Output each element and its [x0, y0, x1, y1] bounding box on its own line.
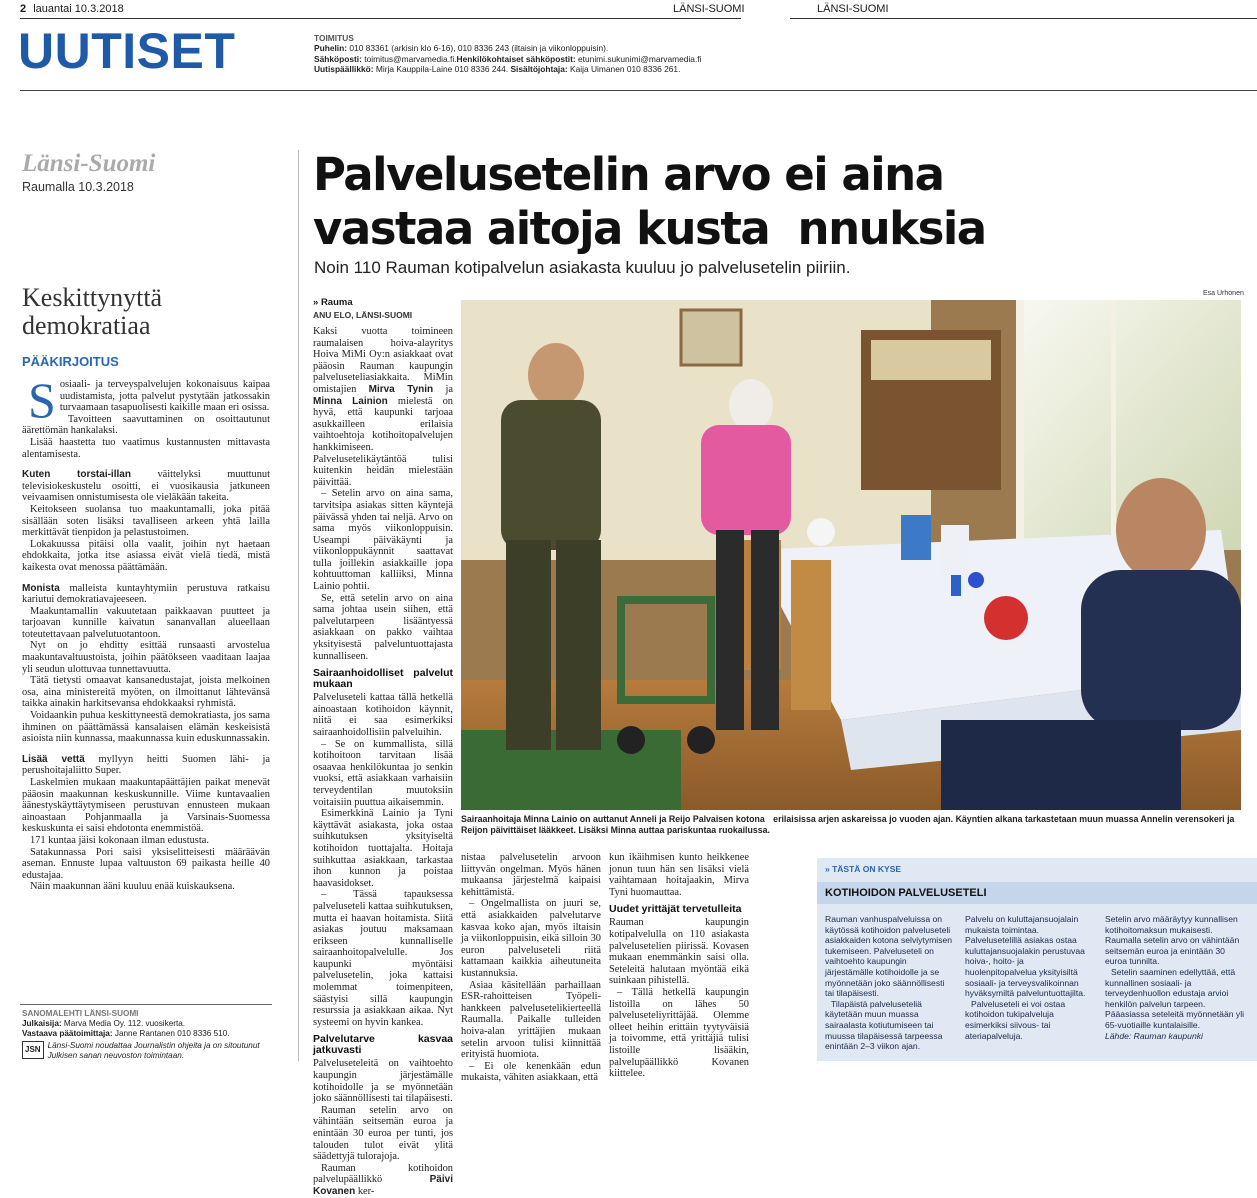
- editorial-footer-rule: [20, 1004, 272, 1005]
- folio-rule-left: [20, 18, 741, 19]
- article-column-1: [313, 326, 453, 1197]
- editorial-body: [22, 372, 270, 893]
- editorial-p4: väittelyksi muuttunut televisiokeskustelu osoitti, ei vuosikausia jatkuneen veivaamisen onnistumisesta ole vieläkään takeita.: [22, 469, 270, 504]
- c1-p4: Palveluseteli kattaa tällä hetkellä ainoastaan kotihoidon käynnit, niitä ei saa esimerkiksi sairaanhoidollisiin palveluihin.: [313, 692, 453, 738]
- infobox-kicker-text: TÄSTÄ ON KYSE: [832, 864, 902, 874]
- editorial-p5: Keitokseen suolansa tuo maakuntamalli, joka pitää sisällään soten lisäksi tavalliseen arkeen yhtä lailla merkittävät tienpidon ja pelastustoimen.: [22, 503, 270, 539]
- article-headline: [313, 148, 1243, 256]
- c2-p2: – Ongelmallista on juuri se, että asiakkaiden palvelutarve kasvaa koko ajan, myös iltaisin ja viikonloppuisin, eikä silloin 30 euron palveluseteli riitä kattamaan kaikkia aiheutuneita kustannuksia.: [461, 898, 601, 979]
- editorial-p13: Laskelmien mukaan maakuntapäättäjien paikat menevät pääosin maakunnan keskuskunnille. Viime kuntavaalien äänestyskäyttäytymiseen perustuvan ennusteen mukaan ainoastaan Pohjanmaalla ja Varsinais-Suomessa keskuskunta ei saisi ehdotonta enemmistöä.: [22, 777, 270, 835]
- c1-p10: Rauman kotihoidon palvelupäällikkö: [313, 1162, 453, 1186]
- infobox-col-2: [965, 914, 1095, 1041]
- email-label: Sähköposti:: [314, 53, 362, 64]
- folio-rule-right: [790, 18, 1257, 19]
- caption-line1b: erilaisissa arjen askareissa jo vuoden ajan. Käyntien alkana tarkastetaan muun muassa Annelin verensokeri ja: [773, 814, 1235, 824]
- c1-p1b: mielestä on hyvä, että kaupunki tarjoaa asukkailleen erilaisia vaihtoehtoja kotihoitopalvelujen hankkimiseen. Palvelusetelikäytäntöä tulisi kuitenkin heidän mielestään päivittää.: [313, 395, 453, 488]
- footer-pub: Marva Media Oy. 112. vuosikerta.: [63, 1019, 186, 1028]
- folio-date: lauantai 10.3.2018: [33, 3, 124, 15]
- c1-subheading-2: Palvelutarve kasvaa jatkuvasti: [313, 1033, 453, 1057]
- c1-p10b: ker-: [357, 1185, 375, 1197]
- editorial-p3: Lisää haastetta tuo vaatimus kustannusten mittavasta alentamisesta.: [22, 436, 270, 460]
- footer-chief-label: Vastaava päätoimittaja:: [22, 1029, 113, 1038]
- c1-p6: Esimerkkinä Lainio ja Tyni käyttävät asiakasta, joka ostaa suihkutuksen yksityiseltä kotihoidon tuottajalta. Hoitaja suihkuttaa asiakkaan, tarkastaa ihon kunnon ja poistaa haavasidokset.: [313, 808, 453, 889]
- email2: etunimi.sukunimi@marvamedia.fi: [578, 53, 702, 64]
- caption-line2: Reijon päivittäiset lääkkeet. Lisäksi Minna auttaa pariskuntaa ruokailussa.: [461, 825, 770, 835]
- masthead-label: TOIMITUS: [314, 33, 354, 43]
- headline-line1: Palvelusetelin arvo ei aina: [313, 148, 944, 201]
- footer-chief: Janne Rantanen 010 8336 510.: [114, 1029, 230, 1038]
- c1-p8: Palveluseteleitä on vaihtoehto kaupungin järjestämälle kotihoidolle ja se myönnetään joko säännöllisesti tai tilapäisesti.: [313, 1058, 453, 1105]
- c2-p4: – Ei ole kenenkään edun mukaista, vähiten asiakkaan, että: [461, 1060, 601, 1084]
- editorial-p1: osiaali- ja terveyspalvelujen kokonaisuus kaipaa uudistamista, jotta palvelut pystytään jatkossakin turvaamaan tasapuolisesti kaikille maan eri osissa.: [59, 379, 270, 414]
- infobox-col3-p1: Setelin arvo määräytyy kunnallisen kotihoitomaksun mukaisesti. Raumalla setelin arvo on vähintään seitsemän euroa ja enintään 30 euroa tunnilta.: [1105, 914, 1240, 967]
- article-column-2: [461, 852, 601, 1084]
- infobox-col1-p1: Rauman vanhuspalveluissa on käytössä kotihoidon palveluseteli asiakkaiden kotona selviytymisen tukemiseen. Palveluseteli on vaihtoehto kaupungin järjestämälle kotihoidolle ja se myönnetään joko säännöllisesti tai tilapäisesti.: [825, 914, 953, 999]
- article-byline: ANU ELO, LÄNSI-SUOMI: [313, 310, 413, 320]
- infobox-col2-p2: Palveluseteli ei voi ostaa kotihoidon tukipalveluja esimerkiksi siivous- tai ateriapalveluja.: [965, 998, 1066, 1041]
- article-lead: Noin 110 Rauman kotipalvelun asiakasta kuuluu jo palvelusetelin piiriin.: [314, 258, 851, 277]
- c1-and: ja: [445, 383, 453, 395]
- chief-label: Uutispäällikkö:: [314, 64, 374, 75]
- c2-p3: Asiaa käsitellään parhaillaan ESR-rahoitteisen Työpeli-hankkeen palvelusetelikierteellä Raumalla. Paikalle tulleiden hoiva-alan yrittäjien mukaan setelin arvoon tulisi kiinnittää erityistä huomiota.: [461, 979, 601, 1061]
- infobox-title-bar: [817, 882, 1257, 904]
- headline-line2: vastaa aitoja kusta nnuksia: [313, 202, 986, 255]
- infobox-col3-p2: Setelin saaminen edellyttää, että kunnallinen sosiaali- ja terveydenhuollon edustaja arvioi henkilön palvelun tarpeen. Pääasiassa seteleitä myönnetään yli 65-vuotiaille kuntalaisille.: [1105, 966, 1245, 1030]
- infobox: [817, 858, 1257, 1061]
- infobox-col-1: [825, 914, 955, 1052]
- editorial-p9: Nyt on jo ehditty esittää runsaasti arvostelua maakuntavaltuustoista, joihin päätökseen vaaditaan laajaa yli seudun ulottuvaa tunnettavuutta.: [22, 640, 270, 675]
- editorial-p11: Voidaankin puhua keskittyneestä demokratiasta, jos sama ihminen on päättämässä kansalaisen elämän keskeisistä asioista niin kunnassa, maakunnassa kuin eduskunnassakin.: [22, 710, 270, 745]
- infobox-col-3: [1105, 914, 1245, 1041]
- editorial-dateline: Raumalla 10.3.2018: [22, 180, 134, 194]
- infobox-col2-p1: Palvelu on kuluttajansuojalain mukaista toimintaa. Palvelusetelillä asiakas ostaa kuluttajansuojalakin perustuvaa hoiva-, hoito- ja huolenpitopalvelua yksityisiltä sosiaali- ja terveysvalikoinnan hyväksymiltä palveluntuottajilta.: [965, 914, 1086, 999]
- phone: 010 83361 (arkisin klo 6-16), 010 8336 243 (iltaisin ja viikonloppuisin).: [349, 43, 609, 54]
- editorial-p8: Maakuntamallin vakuutetaan paikkaavan puutteet ja tarjoavan kunnille kaivatun sananvallan alueellaan toteutettavaan palvelutuotantoon.: [22, 605, 270, 640]
- c1-names2: Minna Lainion: [313, 395, 388, 407]
- editorial-p4-lead: Kuten torstai-illan: [22, 469, 131, 481]
- editorial-p14: 171 kuntaa jäisi kokonaan ilman edustusta.: [30, 834, 209, 846]
- editorial-p12: myllyyn heitti Suomen lähi- ja perushoitajaliitto Super.: [22, 753, 270, 777]
- c2-p1: nistaa palvelusetelin arvoon liittyvän ongelman. Myös hänen mukaansa järjestelmä kaipaisi kehittämistä.: [461, 852, 601, 898]
- article-location: » Rauma: [313, 297, 353, 308]
- editorial-p16: Näin maakunnan ääni kuuluu enää kuiskauksena.: [30, 881, 235, 893]
- c1-name3: Päivi Kovanen: [313, 1174, 453, 1197]
- infobox-source: Lähde: Rauman kaupunki: [1105, 1030, 1203, 1041]
- content-label: Sisältöjohtaja:: [510, 64, 568, 75]
- footer-note: Länsi-Suomi noudattaa Journalistin ohjeita ja on sitoutunut Julkisen sanan neuvoston toimintaan.: [47, 1041, 260, 1060]
- c3-p1: kun ikäihmisen kunto heikkenee jonun tuun hän sen lisäksi vielä vaihtamaan hoitajaakin, Mirva Tyni huomauttaa.: [609, 852, 749, 898]
- footer-pub-label: Julkaisija:: [22, 1019, 62, 1028]
- editorial-p6: Lokakuussa pitäisi olla vaalit, joihin nyt haetaan ehdokkaita, jotka itse asiassa eivät vielä tiedä, mistä kaikesta ovat menossa päättämään.: [22, 538, 270, 573]
- c1-subheading-1: Sairaanhoidolliset palvelut mukaan: [313, 667, 453, 691]
- location: Rauma: [320, 297, 353, 308]
- email: toimitus@marvamedia.fi.: [364, 53, 457, 64]
- article-column-3: [609, 852, 749, 1080]
- article-photo: [461, 300, 1241, 810]
- folio-paper-left: LÄNSI-SUOMI: [673, 3, 745, 15]
- c3-subheading: Uudet yrittäjät tervetulleita: [609, 903, 742, 916]
- editorial-p7-lead: Monista: [22, 582, 60, 594]
- c3-p2: Rauman kaupungin kotipalvelulla on 110 asiakasta palvelusetelien piirissä. Kovasen mukaan enemmänkin saisi olla. Seteleitä halutaan myöntää eikä suinkaan pihistellä.: [609, 917, 749, 987]
- photo-illustration: [461, 300, 1241, 810]
- column-separator: [298, 150, 299, 1061]
- editorial-footer: [22, 1009, 272, 1061]
- chief: Mirja Kauppila-Laine 010 8336 244.: [375, 64, 509, 75]
- editorial-p15: Satakunnassa Pori saisi yksiselitteisesti määräävän aseman. Ennuste lupaa valtuuston 69 paikasta heille 40 edustajaa.: [22, 846, 270, 881]
- header-rule: [20, 90, 1257, 91]
- masthead: [314, 33, 754, 75]
- c1-p3: Se, että setelin arvo on aina sama johtaa usein siihen, että palvelutarpeen lisääntyessä asiakkaan on pakko vaihtaa yksityisestä palveluntuottajasta kunnalliseen.: [313, 592, 453, 662]
- editorial-p12-lead: Lisää vettä: [22, 753, 85, 765]
- c1-p1: Kaksi vuotta toimineen raumalaisen hoiva-alayritys Hoiva MiMi Oy:n asiakkaat ovat pääosin Rauman kaupungin palveluseteliasiakkaita. MiMin omistajien: [313, 326, 453, 395]
- editorial-p2: Tavoitteen saavuttaminen on osoittautunut äärettömän hankalaksi.: [22, 413, 270, 437]
- editorial-kicker: PÄÄKIRJOITUS: [22, 354, 119, 369]
- editorial-p7: malleista kuntayhtymiin perustuva ratkaisu kariutui demokratiavajeeseen.: [22, 582, 270, 606]
- c3-p3: – Tällä hetkellä kaupungin listoilla on lähes 50 palveluseteliyrittäjää. Olemme olleet heihin erittäin tyytyväisiä ja toivomme, että yrittäjiä tulisi listoille lisääkin, palvelupäällikkö Kovanen kiittelee.: [609, 986, 749, 1080]
- editorial-logo: Länsi-Suomi: [22, 150, 156, 177]
- section-title: UUTISET: [18, 23, 236, 79]
- infobox-col1-p2: Tilapäistä palveluseteliä käytetään muun muassa sairaalasta kotiutumiseen tai muussa tilapäisessä tarpeessa enintään 2–3 viikon ajan.: [825, 998, 943, 1052]
- infobox-title: KOTIHOIDON PALVELUSETELI: [825, 887, 987, 899]
- editorial-title: Keskittynyttä demokratiaa: [22, 283, 163, 340]
- c1-p2: – Setelin arvo on aina sama, tarvitsipa asiakas sitten käyntejä päivässä yhden tai neljä. Arvo on sama myös viikonloppuisin. Useampi päiväkäynti ja viikonloppukäynnit saattavat tulla joillekin asiakkaille jopa kohtuuttoman kalliiksi, Minna Lainio pohtii.: [313, 488, 453, 593]
- c1-names: Mirva Tynin: [368, 383, 434, 395]
- caption-line1: Sairaanhoitaja Minna Lainio on auttanut Anneli ja Reijo Palvaisen kotona: [461, 814, 765, 824]
- footer-label: SANOMALEHTI LÄNSI-SUOMI: [22, 1009, 139, 1018]
- folio-paper-right: LÄNSI-SUOMI: [817, 3, 889, 15]
- folio-left: [20, 3, 124, 15]
- page-number: 2: [20, 3, 27, 15]
- phone-label: Puhelin:: [314, 43, 348, 54]
- c1-p7: – Tässä tapauksessa palveluseteli kattaa suihkutuksen, mutta ei haavan hoitamista. Siitä asiakas joutuu maksamaan erikseen kunnalliselle sairaanhoitopalvelulle. Jos kaupunki myöntäisi palvelusetelin, joka kattaisi molemmat toimenpiteen, säästyisi sillä kaupungin resurssia ja asiakkaan aikaa. Nyt systeemi on hyvin kankea.: [313, 889, 453, 1028]
- photo-caption: [461, 814, 1251, 836]
- editorial-p10: Tätä tietysti omaavat kansanedustajat, joista melkoinen osa, aina ministereitä myöten, on ilmoittanut lähtevänsä taikka ainakin harkitsevansa ehdokkaaksi ryhmistä.: [22, 675, 270, 710]
- c1-p5: – Se on kummallista, sillä kotihoitoon tarvitaan lisää osaavaa henkilökuntaa jo senkin vuoksi, että asiakkaan varhaisiin terveydentilan muutoksiin voitaisiin puuttua aikaisemmin.: [313, 738, 453, 808]
- email2-label: Henkilökohtaiset sähköpostit:: [456, 53, 576, 64]
- c1-p9: Rauman setelin arvo on vähintään seitsemän euroa ja enintään 30 euroa per tunti, jos talouden tulot eivät ylitä säädettyjä tulorajoja.: [313, 1104, 453, 1163]
- jsn-badge: JSN: [22, 1041, 44, 1059]
- content: Kaija Uimanen 010 8336 261.: [570, 64, 681, 75]
- photo-credit: Esa Urhonen: [1203, 290, 1244, 297]
- editorial-dropcap: S: [28, 372, 56, 428]
- infobox-kicker: » TÄSTÄ ON KYSE: [825, 864, 902, 874]
